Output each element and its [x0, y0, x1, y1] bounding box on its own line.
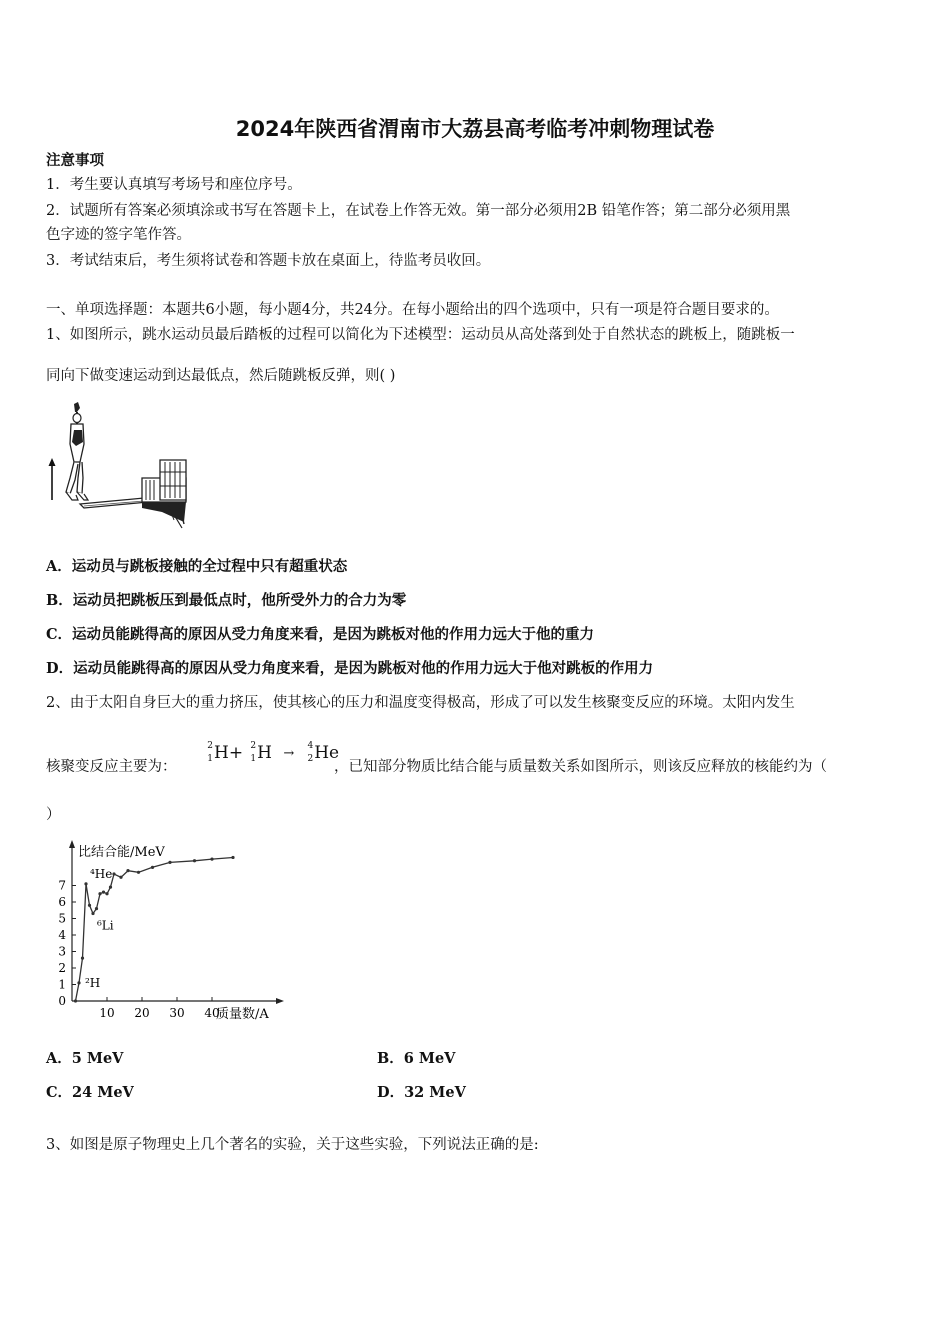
q2-option-d: D．32 MeV: [377, 1084, 466, 1101]
q1-option-c: C．运动员能跳得高的原因从受力角度来看，是因为跳板对他的作用力远大于他的重力: [46, 626, 595, 643]
notice-item: 3．考试结束后，考生须将试卷和答题卡放在桌面上，待监考员收回。: [46, 253, 491, 269]
y-tick-label: 4: [58, 928, 66, 942]
data-point: [151, 866, 154, 869]
data-point: [112, 872, 115, 875]
data-point: [98, 892, 101, 895]
data-point: [91, 912, 94, 915]
y-tick-label: 1: [58, 977, 66, 992]
binding-energy-chart: [44, 836, 304, 1026]
q1-option-a: A．运动员与跳板接触的全过程中只有超重状态: [46, 558, 348, 575]
data-point: [210, 858, 213, 861]
q2-option-c: C．24 MeV: [46, 1084, 134, 1101]
q1-stem-line1: 1、如图所示，跳水运动员最后踏板的过程可以简化为下述模型：运动员从高处落到处于自然状态的跳板上，随跳板一: [46, 327, 795, 343]
y-axis-label: 比结合能/MeV: [78, 845, 165, 860]
data-point: [88, 904, 91, 907]
data-point: [193, 859, 196, 862]
data-point: [231, 856, 234, 859]
data-point: [109, 886, 112, 889]
diver-springboard-figure: [44, 400, 194, 535]
y-tick-label: 6: [58, 895, 66, 909]
y-tick-label: 0: [58, 994, 66, 1008]
data-point: [95, 907, 98, 910]
data-point: [84, 882, 87, 885]
y-tick-label: 3: [58, 944, 66, 959]
x-tick-label: 20: [134, 1006, 150, 1020]
notice-item: 1．考生要认真填写考场号和座位序号。: [46, 177, 302, 193]
data-point: [137, 871, 140, 874]
point-label: ²H: [85, 975, 101, 990]
data-point: [126, 869, 129, 872]
q1-option-b: B．运动员把跳板压到最低点时，他所受外力的合力为零: [46, 592, 407, 609]
y-tick-label: 7: [58, 878, 66, 893]
q1-stem-line2: 同向下做变速运动到达最低点，然后随跳板反弹，则( ): [46, 368, 396, 384]
q2-stem-suffix: ，已知部分物质比结合能与质量数关系如图所示，则该反应释放的核能约为（: [334, 759, 827, 775]
page-title: 2024年陕西省渭南市大荔县高考临考冲刺物理试卷: [235, 117, 715, 141]
x-tick-label: 40: [204, 1006, 220, 1020]
q2-stem-prefix: 核聚变反应主要为：: [46, 759, 177, 775]
q2-option-b: B．6 MeV: [377, 1050, 456, 1067]
point-label: ⁴He: [90, 866, 113, 881]
notice-item: 色字迹的签字笔作答。: [46, 227, 191, 243]
notice-item: 2．试题所有答案必须填涂或书写在答题卡上，在试卷上作答无效。第一部分必须用2B 铅笔作答；第二部分必须用黑: [46, 203, 791, 219]
x-tick-label: 30: [169, 1006, 185, 1020]
data-point: [168, 861, 171, 864]
notice-heading: 注意事项: [46, 152, 104, 169]
q2-option-a: A．5 MeV: [46, 1050, 124, 1067]
y-axis-arrow: [69, 840, 75, 848]
q2-stem-line1: 2、由于太阳自身巨大的重力挤压，使其核心的压力和温度变得极高，形成了可以发生核聚变反应的环境。太阳内发生: [46, 695, 795, 711]
point-label: ⁶Li: [97, 918, 114, 933]
data-point: [74, 999, 77, 1002]
data-point: [119, 876, 122, 879]
q1-option-d: D．运动员能跳得高的原因从受力角度来看，是因为跳板对他的作用力远大于他对跳板的作用力: [46, 660, 654, 677]
y-tick-label: 2: [58, 961, 66, 975]
data-point: [77, 981, 80, 984]
fusion-equation: 2 1 H+ 2 1 H → 4 2 He: [207, 741, 340, 764]
x-tick-label: 10: [99, 1006, 115, 1020]
q3-stem-line1: 3、如图是原子物理史上几个著名的实验，关于这些实验，下列说法正确的是:: [46, 1137, 539, 1153]
data-point: [102, 891, 105, 894]
q2-stem-line3: ）: [46, 807, 61, 823]
data-point: [81, 957, 84, 960]
data-point: [105, 892, 108, 895]
x-axis-arrow: [276, 998, 284, 1004]
y-tick-label: 5: [58, 911, 66, 926]
section-heading: 一、单项选择题：本题共6小题，每小题4分，共24分。在每小题给出的四个选项中，只有一项是符合题目要求的。: [46, 302, 779, 318]
x-axis-label: 质量数/A: [216, 1007, 269, 1022]
